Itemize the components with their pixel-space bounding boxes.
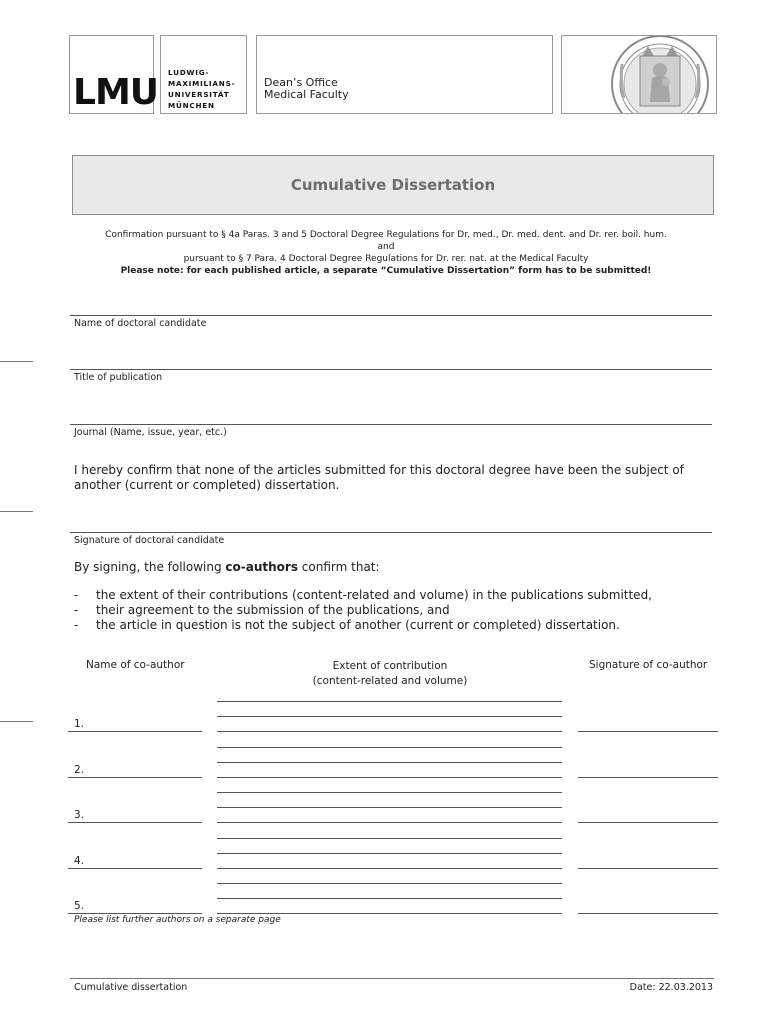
confirmation-text: Confirmation pursuant to § 4a Paras. 3 and 5 Doctoral Degree Regulations for Dr. med., Dr. med. dent. and Dr. rer. boil. hum. and pursuant to § 7 Para. 4 Doctoral Degree Regulations for Dr. rer. nat. at the Medical Faculty Please note: for each published article, a separate “Cumulative Dissertation” form has to be submitted! — [105, 230, 667, 276]
extent-line[interactable] — [217, 913, 562, 914]
signature-label: Signature of doctoral candidate — [74, 535, 225, 546]
university-seal-icon — [562, 36, 717, 114]
coauthor-name-line-4[interactable] — [68, 868, 202, 869]
signature-line[interactable] — [70, 532, 712, 533]
col-header-signature: Signature of co-author — [589, 659, 708, 671]
extent-line[interactable] — [217, 838, 562, 839]
extent-line[interactable] — [217, 792, 562, 793]
title-line[interactable] — [70, 369, 712, 370]
footer-date: Date: 22.03.2013 — [629, 982, 713, 993]
list-item: - the article in question is not the subject of another (current or completed) dissertation. — [74, 618, 620, 632]
coauthor-signature-line-2[interactable] — [578, 777, 718, 778]
title-box — [72, 155, 714, 215]
col-header-extent: Extent of contribution (content-related and volume) — [312, 660, 468, 687]
coauthor-number-4: 4. — [74, 855, 85, 867]
col-header-name: Name of co-author — [86, 659, 185, 671]
name-line[interactable] — [70, 315, 712, 316]
coauthor-number-2: 2. — [74, 764, 85, 776]
coauthor-name-line-2[interactable] — [68, 777, 202, 778]
coauthor-intro: By signing, the following co-authors confirm that: — [74, 560, 380, 574]
extent-line[interactable] — [217, 777, 562, 778]
extent-line[interactable] — [217, 731, 562, 732]
extent-line[interactable] — [217, 822, 562, 823]
footer-left: Cumulative dissertation — [74, 982, 188, 993]
coauthor-name-line-1[interactable] — [68, 731, 202, 732]
list-item: - their agreement to the submission of the publications, and — [74, 603, 450, 617]
extent-line[interactable] — [217, 701, 562, 702]
extent-line[interactable] — [217, 747, 562, 748]
office-label: Dean’s Office Medical Faculty — [264, 76, 349, 101]
name-label: Name of doctoral candidate — [74, 318, 207, 329]
coauthor-number-5: 5. — [74, 900, 85, 912]
coauthor-bullets — [74, 588, 714, 633]
seal-box — [561, 35, 717, 114]
coauthor-number-3: 3. — [74, 809, 85, 821]
logo-university-name: LUDWIG- MAXIMILIANS- UNIVERSITÄT MÜNCHEN — [168, 68, 236, 110]
coauthor-number-1: 1. — [74, 718, 85, 730]
coauthor-signature-line-5[interactable] — [578, 913, 718, 914]
list-item: - the extent of their contributions (content-related and volume) in the publications submitted, — [74, 588, 652, 602]
page-title: Cumulative Dissertation — [290, 176, 496, 194]
footer-line — [70, 978, 714, 979]
extent-line[interactable] — [217, 853, 562, 854]
office-box — [256, 35, 553, 114]
extent-line[interactable] — [217, 716, 562, 717]
logo-words-box — [160, 35, 247, 114]
logo-box — [69, 35, 158, 114]
journal-label: Journal (Name, issue, year, etc.) — [74, 427, 227, 438]
margin-mark-2 — [0, 511, 33, 512]
confirmation-statement: I hereby confirm that none of the articles submitted for this doctoral degree have been the subject of another (current or completed) dissertation. — [74, 463, 684, 492]
logo-lmu: LMU — [73, 72, 158, 113]
extent-line[interactable] — [217, 868, 562, 869]
margin-mark-3 — [0, 721, 33, 722]
title-label: Title of publication — [74, 372, 163, 383]
coauthor-signature-line-3[interactable] — [578, 822, 718, 823]
coauthor-name-line-5[interactable] — [68, 913, 202, 914]
coauthor-signature-line-1[interactable] — [578, 731, 718, 732]
coauthor-name-line-3[interactable] — [68, 822, 202, 823]
extent-line[interactable] — [217, 883, 562, 884]
margin-mark-1 — [0, 361, 33, 362]
extent-line[interactable] — [217, 762, 562, 763]
coauthor-signature-line-4[interactable] — [578, 868, 718, 869]
journal-line[interactable] — [70, 424, 712, 425]
further-authors-note: Please list further authors on a separate page — [74, 915, 281, 925]
extent-line[interactable] — [217, 807, 562, 808]
extent-line[interactable] — [217, 898, 562, 899]
